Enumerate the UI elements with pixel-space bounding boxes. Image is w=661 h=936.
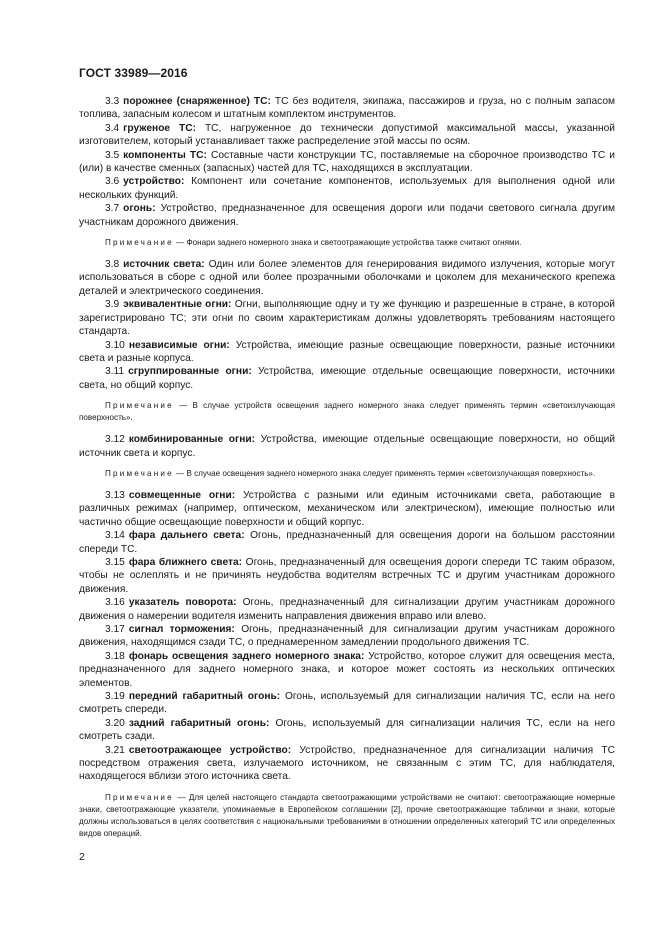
definition-paragraph bbox=[79, 95, 615, 122]
defined-term: сгруппированные огни: bbox=[128, 366, 252, 378]
note-paragraph bbox=[79, 792, 615, 840]
definition-text: Устройства, имеющие отдельные освещающие поверхности, но общий источник света и корпус. bbox=[79, 434, 615, 459]
definition-paragraph bbox=[79, 690, 615, 717]
clause-number: 3.9 bbox=[105, 299, 120, 311]
definition-paragraph bbox=[79, 122, 615, 149]
defined-term: источник света: bbox=[123, 259, 205, 271]
note-label: Примечание bbox=[105, 792, 174, 802]
clause-number: 3.8 bbox=[105, 259, 120, 271]
defined-term: порожнее (снаряженное) ТС: bbox=[123, 96, 271, 107]
defined-term: эквивалентные огни: bbox=[123, 299, 232, 311]
definition-text: Устройства с разными или единым источниками света, работающие в различных режимах (например, оптическом, механическом или электрическом), имеющие полностью или частично общие освещающие поверхности и общий корпус. bbox=[79, 489, 615, 528]
note-text: — Фонари заднего номерного знака и светоотражающие устройства также считают огнями. bbox=[176, 238, 522, 248]
definition-text: Устройства, имеющие отдельные освещающие поверхности, источники света, но общий корпус. bbox=[79, 366, 615, 391]
defined-term: огонь: bbox=[123, 203, 156, 215]
defined-term: сигнал торможения: bbox=[128, 624, 235, 635]
note-label: Примечание bbox=[105, 468, 174, 478]
clause-number: 3.18 bbox=[105, 650, 125, 662]
definition-paragraph bbox=[79, 529, 615, 556]
definition-paragraph bbox=[79, 717, 615, 744]
page-number: 2 bbox=[79, 851, 85, 863]
clause-number: 3.14 bbox=[105, 530, 125, 542]
document-body bbox=[79, 95, 615, 849]
defined-term: независимые огни: bbox=[128, 339, 230, 351]
clause-number: 3.16 bbox=[105, 597, 125, 609]
clause-number: 3.12 bbox=[105, 434, 125, 446]
defined-term: устройство: bbox=[123, 176, 185, 188]
clause-number: 3.6 bbox=[105, 176, 120, 188]
definition-text: Устройство, которое служит для освещения места, предназначенного для заднего номерного знака, и которое может состоять из нескольких оптических элементов. bbox=[79, 650, 615, 689]
definition-paragraph bbox=[79, 433, 615, 460]
definition-text: Огни, выполняющие одну и ту же функцию и разрешенные в стране, в которой зарегистрировано ТС; эти огни по своим характеристикам должны удовлетворять требованиям настоящего стандарта. bbox=[79, 299, 615, 338]
definition-paragraph bbox=[79, 556, 615, 596]
defined-term: совмещенные огни: bbox=[128, 489, 236, 501]
definition-paragraph bbox=[79, 175, 615, 202]
definition-text: Устройство, предназначенное для освещения дороги или подачи светового сигнала другим участникам дорожного движения. bbox=[79, 203, 615, 228]
clause-number: 3.11 bbox=[105, 366, 125, 378]
definition-paragraph bbox=[79, 596, 615, 623]
definition-text: Огонь, предназначенный для сигнализации другим участникам дорожного движения о намерении водителя изменить направления движения вправо или влево. bbox=[79, 597, 615, 622]
definition-text: ТС, нагруженное до технически допустимой максимальной массы, указанной изготовителем, который устанавливает также распределение этой массы по осям. bbox=[79, 122, 615, 148]
definition-paragraph bbox=[79, 202, 615, 229]
defined-term: комбинированные огни: bbox=[128, 434, 256, 446]
note-paragraph bbox=[79, 468, 615, 480]
definition-paragraph bbox=[79, 339, 615, 366]
clause-number: 3.5 bbox=[105, 149, 120, 161]
defined-term: указатель поворота: bbox=[128, 597, 237, 609]
defined-term: компоненты ТС: bbox=[123, 149, 207, 161]
definition-text: Устройства, имеющие разные освещающие поверхности, разные источники света и разные корпуса. bbox=[79, 339, 615, 364]
defined-term: передний габаритный огонь: bbox=[128, 691, 281, 703]
note-label: Примечание bbox=[105, 401, 174, 411]
definition-paragraph bbox=[79, 650, 615, 690]
note-text: — Для целей настоящего стандарта светоотражающими устройствами не считают: светоотражающие номерные знаки, светоотражающие указатели, упоминаемые в Европейском соглашении [2], прочие светоотражающие таблички и знаки, которые должны использоваться в целях соответствия с национальными требованиями в отношении определенных категорий ТС или определенных видов операций. bbox=[79, 792, 616, 838]
definition-text: Один или более элементов для генерирования видимого излучения, которые могут использоваться в сборе с одной или более прозрачными оболочками и цоколем для механического крепежа деталей и электрического соединения. bbox=[79, 259, 615, 297]
note-label: Примечание bbox=[105, 238, 174, 248]
defined-term: светоотражающее устройство: bbox=[128, 744, 292, 756]
note-text: — В случае освещения заднего номерного знака следует применять термин «светоизлучающая поверхность». bbox=[176, 468, 596, 478]
definition-text: ТС без водителя, экипажа, пассажиров и груза, но с полным запасом топлива, запасным колесом и штатным комплектом инструментов. bbox=[79, 96, 616, 121]
defined-term: фара дальнего света: bbox=[128, 530, 245, 542]
note-paragraph bbox=[79, 400, 615, 424]
definition-paragraph bbox=[79, 744, 615, 784]
definition-paragraph bbox=[79, 365, 615, 392]
clause-number: 3.7 bbox=[105, 203, 120, 215]
clause-number: 3.17 bbox=[105, 624, 125, 635]
clause-number: 3.10 bbox=[105, 339, 125, 351]
definition-text: Огонь, используемый для сигнализации наличия ТС, если на него смотреть спереди. bbox=[79, 691, 615, 716]
definition-text: Компонент или сочетание компонентов, используемых для выполнения одной или нескольких функций. bbox=[79, 176, 615, 201]
defined-term: фонарь освещения заднего номерного знака: bbox=[128, 650, 365, 662]
note-paragraph bbox=[79, 237, 615, 249]
definition-text: Огонь, используемый для сигнализации наличия ТС, если на него смотреть сзади. bbox=[79, 717, 615, 743]
definition-text: Огонь, предназначенный для освещения дороги на большом расстоянии спереди ТС. bbox=[79, 530, 615, 555]
clause-number: 3.20 bbox=[105, 717, 125, 729]
definition-text: Составные части конструкции ТС, поставляемые на сборочное производство ТС и (или) в качестве сменных (запасных) частей для ТС, находящихся в эксплуатации. bbox=[79, 149, 615, 175]
clause-number: 3.3 bbox=[105, 96, 120, 107]
definition-paragraph bbox=[79, 298, 615, 338]
note-text: — В случае устройств освещения заднего номерного знака следует применять термин «светоизлучающая поверхность». bbox=[79, 401, 616, 423]
definition-text: Устройство, предназначенное для сигнализации наличия ТС посредством отражения света, излучаемого источником, не связанным с этим ТС, для наблюдателя, находящегося вблизи этого источника света. bbox=[79, 744, 615, 783]
page-header-title: ГОСТ 33989—2016 bbox=[79, 66, 188, 80]
definition-paragraph bbox=[79, 489, 615, 529]
defined-term: груженое ТС: bbox=[123, 122, 196, 134]
clause-number: 3.21 bbox=[105, 744, 125, 756]
definition-text: Огонь, предназначенный для освещения дороги спереди ТС таким образом, чтобы не ослеплять и не причинять неудобства водителям встречных ТС и другим участникам дорожного движения. bbox=[79, 556, 615, 595]
defined-term: фара ближнего света: bbox=[128, 556, 243, 568]
clause-number: 3.15 bbox=[105, 556, 125, 568]
definition-paragraph bbox=[79, 623, 615, 650]
clause-number: 3.4 bbox=[105, 122, 120, 134]
definition-paragraph bbox=[79, 258, 615, 298]
clause-number: 3.13 bbox=[105, 489, 125, 501]
definition-paragraph bbox=[79, 149, 615, 176]
clause-number: 3.19 bbox=[105, 691, 125, 703]
defined-term: задний габаритный огонь: bbox=[128, 717, 270, 729]
definition-text: Огонь, предназначенный для сигнализации другим участникам дорожного движения, находящимся сзади ТС, о преднамеренном замедлении продольного движения ТС. bbox=[79, 624, 615, 649]
